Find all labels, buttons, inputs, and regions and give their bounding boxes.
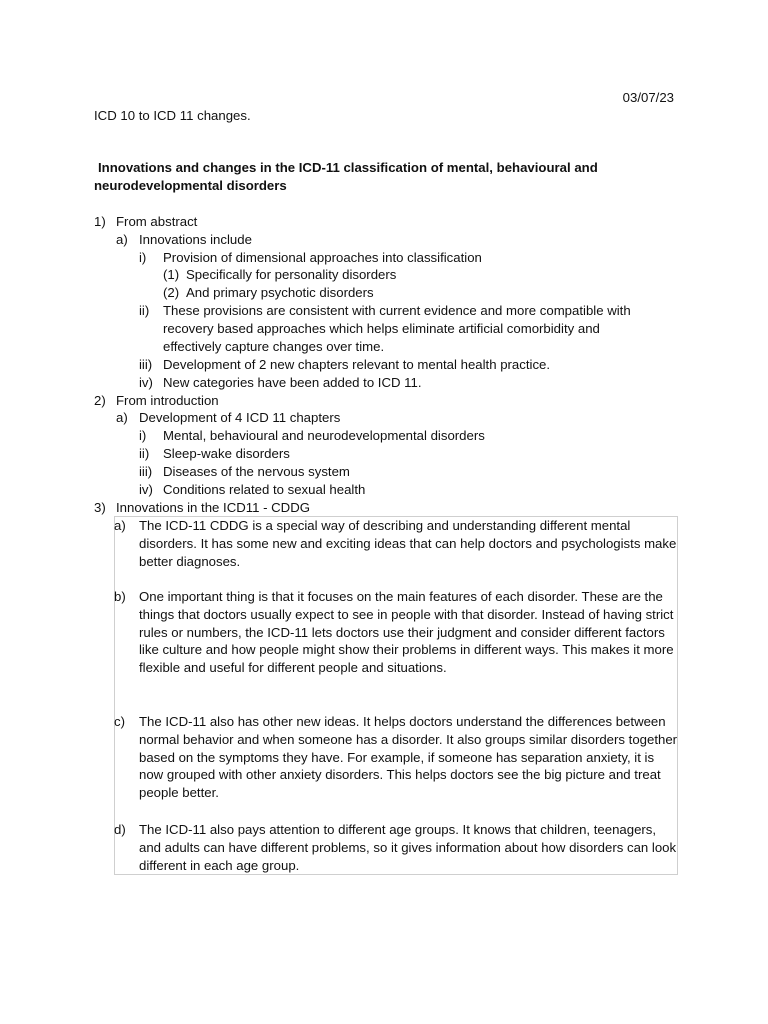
list-label: And primary psychotic disorders (186, 285, 374, 300)
section-1-label: From abstract (116, 214, 198, 229)
document-subject: ICD 10 to ICD 11 changes. (94, 108, 251, 123)
list-label: These provisions are consistent with current evidence and more compatible with (163, 303, 631, 318)
list-marker: (1) (163, 267, 180, 282)
list-marker: a) (114, 518, 126, 533)
list-marker: i) (139, 428, 147, 443)
list-marker: a) (116, 410, 128, 425)
list-label: Sleep-wake disorders (163, 446, 290, 461)
heading-line-2: neurodevelopmental disorders (94, 178, 287, 193)
list-label: Specifically for personality disorders (186, 267, 397, 282)
paragraph-text: One important thing is that it focuses on the main features of each disorder. These are the things that doctors usually expect to see in people with that disorder. Instead of having strict rules or numbers, the ICD-11 lets doctors use their judgment and consider different factors like culture and how people might show their problems in different ways. This makes it more flexible and useful for different people and situations. (139, 589, 674, 676)
list-label: Conditions related to sexual health (163, 482, 366, 497)
list-label: Innovations include (139, 232, 252, 247)
paragraph-text: The ICD-11 also has other new ideas. It helps doctors understand the differences between normal behavior and when someone has a disorder. It also groups similar disorders together based on the symptoms they have. For example, if someone has separation anxiety, it is now grouped with other anxiety disorders. This helps doctors see the big picture and treat people better. (139, 714, 678, 801)
section-2-label: From introduction (116, 393, 219, 408)
list-marker: b) (114, 589, 126, 604)
section-3-marker: 3) (94, 500, 106, 515)
list-label: recovery based approaches which helps eliminate artificial comorbidity and (163, 321, 600, 336)
list-label: Diseases of the nervous system (163, 464, 350, 479)
list-marker: c) (114, 714, 125, 729)
list-marker: iii) (139, 464, 153, 479)
document-date: 03/07/23 (622, 90, 674, 105)
list-label: Development of 2 new chapters relevant to mental health practice. (163, 357, 551, 372)
section-1-marker: 1) (94, 214, 106, 229)
list-marker: i) (139, 250, 147, 265)
list-label: Mental, behavioural and neurodevelopmental disorders (163, 428, 485, 443)
list-marker: (2) (163, 285, 180, 300)
list-label: Provision of dimensional approaches into classification (163, 250, 482, 265)
list-marker: ii) (139, 303, 150, 318)
paragraph-text: The ICD-11 also pays attention to different age groups. It knows that children, teenagers, and adults can have different problems, so it gives information about how disorders can look different in each age group. (139, 822, 677, 873)
list-marker: iii) (139, 357, 153, 372)
list-marker: ii) (139, 446, 150, 461)
list-label: Development of 4 ICD 11 chapters (139, 410, 341, 425)
paragraph-text: The ICD-11 CDDG is a special way of describing and understanding different mental disorders. It has some new and exciting ideas that can help doctors and psychologists make better diagnoses. (139, 518, 677, 569)
heading-line-1: Innovations and changes in the ICD-11 classification of mental, behavioural and (98, 160, 598, 175)
article-heading (94, 159, 654, 195)
list-marker: iv) (139, 482, 153, 497)
section-2-marker: 2) (94, 393, 106, 408)
list-label: effectively capture changes over time. (163, 339, 385, 354)
list-marker: d) (114, 822, 126, 837)
list-marker: a) (116, 232, 128, 247)
section-3-label: Innovations in the ICD11 - CDDG (116, 500, 310, 515)
list-label: New categories have been added to ICD 11. (163, 375, 422, 390)
list-marker: iv) (139, 375, 153, 390)
